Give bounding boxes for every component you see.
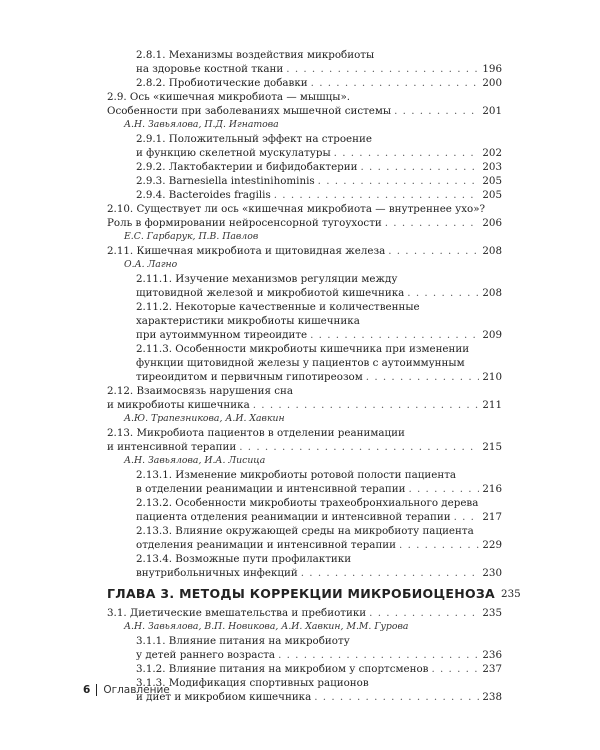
toc-line: Роль в формировании нейросенсорной тугоухости . . . 206 xyxy=(107,216,502,230)
toc-line: пациента отделения реанимации и интенсивной терапии . . . 217 xyxy=(136,510,502,524)
toc-line: 2.9.1. Положительный эффект на строение xyxy=(136,133,372,145)
toc-line: 2.11. Кишечная микробиота и щитовидная железа . . . 208 xyxy=(107,244,502,258)
toc-line: 2.11.3. Особенности микробиоты кишечника при изменении xyxy=(136,343,470,355)
toc-line: и микробиоты кишечника . . . 211 xyxy=(107,398,502,412)
toc-line: 2.13. Микробиота пациентов в отделении реанимации xyxy=(107,427,405,439)
toc-line: и функцию скелетной мускулатуры . . . 202 xyxy=(136,146,502,160)
toc-line: отделения реанимации и интенсивной терапии . . . 229 xyxy=(136,538,502,552)
toc-authors: А.Н. Завьялова, П.Д. Игнатова xyxy=(124,119,279,130)
toc-line: 2.13.1. Изменение микробиоты ротовой полости пациента xyxy=(136,469,457,481)
toc-line: в отделении реанимации и интенсивной терапии . . . 216 xyxy=(136,482,502,496)
toc-line: 2.8.1. Механизмы воздействия микробиоты xyxy=(136,49,375,61)
toc-line: 3.1.2. Влияние питания на микробиом у спортсменов . . . 237 xyxy=(136,662,502,676)
toc-line: и интенсивной терапии . . . 215 xyxy=(107,440,502,454)
page-footer xyxy=(83,683,170,697)
toc-line: 2.13.3. Влияние окружающей среды на микробиоту пациента xyxy=(136,525,474,537)
toc-line: при аутоиммунном тиреоидите . . . 209 xyxy=(136,328,502,342)
toc-line: тиреоидитом и первичным гипотиреозом . . . 210 xyxy=(136,370,502,384)
toc-line: 2.13.2. Особенности микробиоты трахеобронхиального дерева xyxy=(136,497,479,509)
toc-line: 2.10. Существует ли ось «кишечная микробиота — внутреннее ухо»? xyxy=(107,203,486,215)
toc-line: и диет и микробиом кишечника . . . 238 xyxy=(136,690,502,704)
toc-line: 2.13.4. Возможные пути профилактики xyxy=(136,553,352,565)
toc-line: 2.12. Взаимосвязь нарушения сна xyxy=(107,385,294,397)
toc-line: на здоровье костной ткани . . . 196 xyxy=(136,62,502,76)
page-number: 6 xyxy=(83,684,97,696)
toc-authors: А.Н. Завьялова, И.А. Лисица xyxy=(124,455,266,466)
chapter-heading: ГЛАВА 3. МЕТОДЫ КОРРЕКЦИИ МИКРОБИОЦЕНОЗА 235 xyxy=(107,586,521,601)
toc-line: 2.11.2. Некоторые качественные и количественные xyxy=(136,301,420,313)
toc-authors: О.А. Лагно xyxy=(124,259,178,270)
toc-line: 3.1.3. Модификация спортивных рационов xyxy=(136,677,369,689)
toc-line: внутрибольничных инфекций . . . 230 xyxy=(136,566,502,580)
toc-line: 2.9.2. Лактобактерии и бифидобактерии . . . 203 xyxy=(136,160,502,174)
toc-line: 3.1.1. Влияние питания на микробиоту xyxy=(136,635,350,647)
toc-line: 2.8.2. Пробиотические добавки . . . 200 xyxy=(136,76,502,90)
toc-line: 3.1. Диетические вмешательства и пребиотики . . . 235 xyxy=(107,606,502,620)
toc-line: функции щитовидной железы у пациентов с аутоиммунным xyxy=(136,357,465,369)
running-title: Оглавление xyxy=(103,684,170,696)
toc-line: у детей раннего возраста . . . 236 xyxy=(136,648,502,662)
toc-line: характеристики микробиоты кишечника xyxy=(136,315,360,327)
toc-authors: Е.С. Гарбарук, П.В. Павлов xyxy=(124,231,259,242)
toc-line: щитовидной железой и микробиотой кишечника . . . 208 xyxy=(136,286,502,300)
toc-line: 2.9.3. Barnesiella intestinihominis . . . 205 xyxy=(136,174,502,188)
toc-line: Особенности при заболеваниях мышечной системы . . . 201 xyxy=(107,104,502,118)
toc-authors: А.Н. Завьялова, В.П. Новикова, А.И. Хавкин, М.М. Гурова xyxy=(124,621,409,632)
toc-authors: А.Ю. Трапезникова, А.И. Хавкин xyxy=(124,413,285,424)
toc-line: 2.11.1. Изучение механизмов регуляции между xyxy=(136,273,398,285)
toc-line: 2.9.4. Bacteroides fragilis . . . 205 xyxy=(136,188,502,202)
toc-line: 2.9. Ось «кишечная микробиота — мышцы». xyxy=(107,91,351,103)
